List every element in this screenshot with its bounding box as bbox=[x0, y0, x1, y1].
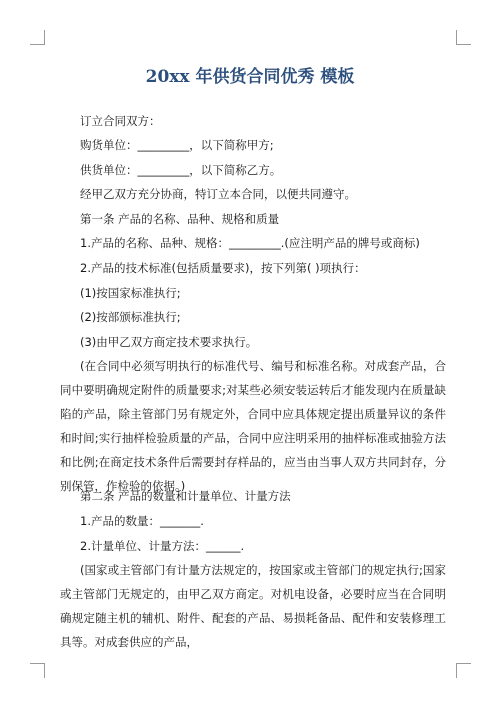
article-1-item-1: 1.产品的名称、品种、规格：_________.(应注明产品的牌号或商标) bbox=[80, 236, 420, 250]
crop-mark-top-left bbox=[30, 30, 45, 45]
standard-option-1: (1)按国家标准执行; bbox=[80, 286, 181, 300]
article-2-item-2: 2.计量单位、计量方法：______. bbox=[80, 539, 245, 553]
agreement-line: 经甲乙双方充分协商，特订立本合同，以便共同遵守。 bbox=[80, 187, 356, 201]
article-2-heading: 第二条 产品的数量和计量单位、计量方法 bbox=[80, 489, 291, 503]
standard-option-3: (3)由甲乙双方商定技术要求执行。 bbox=[80, 335, 258, 349]
standard-option-2: (2)按部颁标准执行; bbox=[80, 310, 181, 324]
crop-mark-bottom-left bbox=[30, 663, 45, 678]
crop-mark-bottom-right bbox=[456, 663, 471, 678]
buyer-line: 购货单位：_________，以下简称甲方; bbox=[80, 138, 274, 152]
crop-mark-top-right bbox=[456, 30, 471, 45]
article-1-heading: 第一条 产品的名称、品种、规格和质量 bbox=[80, 212, 280, 226]
article-1-item-2: 2.产品的技术标准(包括质量要求)，按下列第( )项执行： bbox=[80, 261, 366, 275]
article-1-note-paragraph: (在合同中必须写明执行的标准代号、编号和标准名称。对成套产品，合同中要明确规定附件的质量要求;对某些必须安装运转后才能发现内在质量缺陷的产品，除主管部门另有规定外，合同中应具体规定提出质量异议的条件和时间;实行抽样检验质量的产品，合同中应注明采用的抽样标准或抽验方法和比例;在商定技术条件后需要封存样品的，应当由当事人双方共同封存，分别保管，作检验的依据。) bbox=[60, 359, 446, 493]
article-2-note-paragraph: (国家或主管部门有计量方法规定的，按国家或主管部门的规定执行;国家或主管部门无规定的，由甲乙双方商定。对机电设备，必要时应当在合同明确规定随主机的辅机、附件、配套的产品、易损耗备品、配件和安装修理工具等。对成套供应的产品， bbox=[60, 563, 446, 649]
article-2-item-1: 1.产品的数量：_______. bbox=[80, 514, 204, 528]
parties-heading: 订立合同双方： bbox=[80, 114, 161, 128]
document-title: 20xx 年供货合同优秀 模板 bbox=[145, 67, 355, 87]
supplier-line: 供货单位：_________，以下简称乙方。 bbox=[80, 163, 282, 177]
